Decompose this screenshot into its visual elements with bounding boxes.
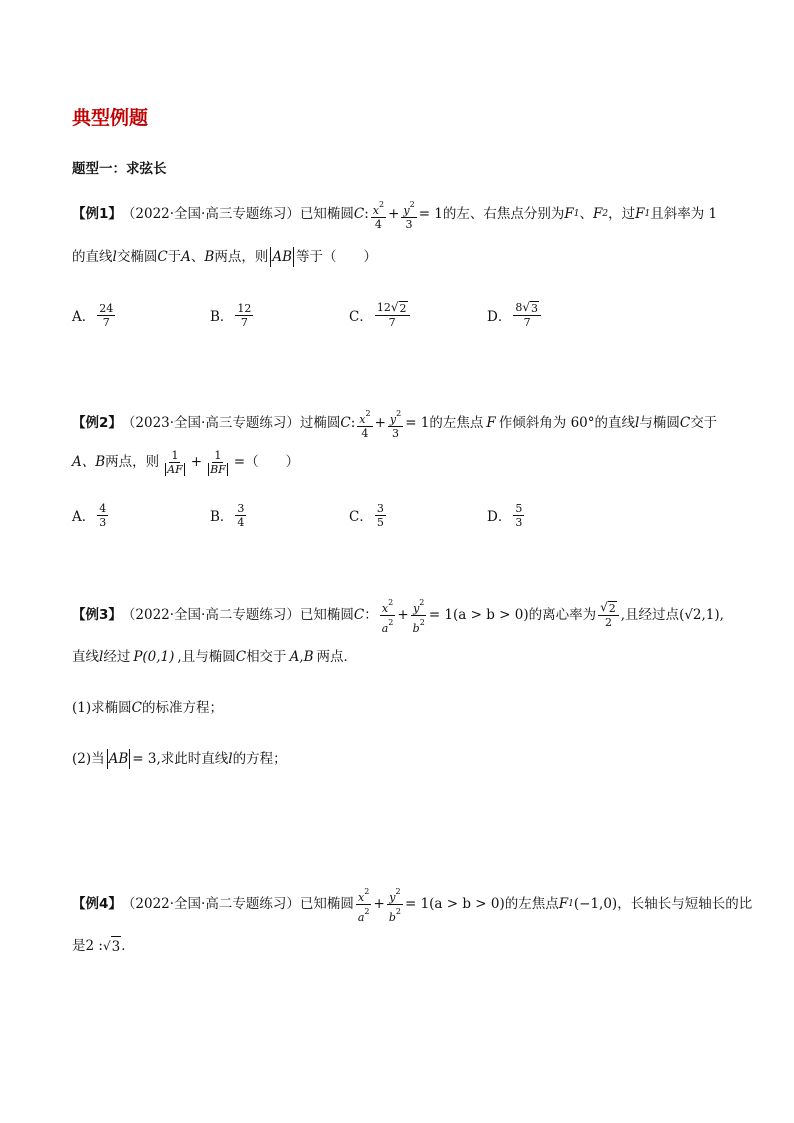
- ellipse-name: C: [340, 415, 351, 431]
- section-title: 题型一：求弦长: [72, 161, 167, 177]
- text: 两点，则: [214, 249, 269, 265]
- example-2-tag: 【例2】: [72, 415, 122, 431]
- ellipse-name: C: [353, 607, 365, 623]
- condition: = 1(a > b > 0): [404, 896, 505, 912]
- text: 且斜率为 1: [650, 206, 718, 222]
- example-3-question-2: (2)当 AB = 3,求此时直线 l 的方程；: [72, 751, 287, 767]
- fraction-y2-b2: $\frac{y^2}{b^2}$: [388, 886, 401, 924]
- condition: = 1(a > b > 0): [428, 607, 529, 623]
- text: ，过: [608, 206, 636, 222]
- focus-f1: F 1: [564, 206, 580, 222]
- example-1-tag: 【例1】: [72, 206, 122, 222]
- example-2-line-2: [72, 440, 299, 484]
- example-1-option-b: B． $\frac{12}{7}$: [210, 301, 252, 329]
- points-ab: A,B: [289, 649, 314, 665]
- example-2-option-a: A． $\frac{4}{3}$: [72, 501, 107, 529]
- fraction-x2-a2: $\frac{x^2}{a^2}$: [381, 597, 394, 635]
- text: 两点．: [316, 649, 358, 665]
- colon: :: [350, 415, 356, 431]
- example-1-source: （2022·全国·高三专题练习）已知椭圆: [121, 206, 354, 222]
- example-2-source: （2023·全国·高三专题练习）过椭圆: [121, 415, 341, 431]
- plus-sign: +: [374, 415, 386, 431]
- text: ,且经过点: [620, 607, 680, 623]
- fraction-x2-4: $\frac{x^2}{4}$: [372, 199, 385, 231]
- text: 于: [167, 249, 182, 265]
- point-a: A: [181, 249, 191, 265]
- text: =（ ）: [233, 454, 300, 470]
- ellipse-name: C: [353, 206, 365, 222]
- point-coordinates: (√2,1): [679, 607, 720, 623]
- focus-f1-ref: F 1: [635, 206, 651, 222]
- line-l: l: [635, 415, 640, 431]
- fraction-y2-3: $\frac{y^2}{3}$: [403, 199, 415, 231]
- example-3-question-1: (1)求椭圆 C 的标准方程；: [72, 700, 223, 716]
- fraction-1-af: $\frac{1}{AF}$: [167, 448, 183, 476]
- text: 交椭圆: [116, 249, 158, 265]
- example-3-tag: 【例3】: [72, 607, 122, 623]
- example-2-line-1: [72, 403, 717, 443]
- example-2-option-d: D． $\frac{5}{3}$: [487, 501, 523, 529]
- example-3-line-2: [72, 637, 357, 677]
- plus-sign: +: [388, 206, 400, 222]
- focus-f2: F 2: [593, 206, 609, 222]
- point-p: P(0,1): [133, 649, 175, 665]
- eccentricity-fraction: √ 2 2: [598, 601, 619, 629]
- separator: 、: [579, 206, 594, 222]
- text: 与椭圆: [639, 415, 680, 431]
- text: 的左、右焦点分别为: [442, 206, 565, 222]
- text: 的左焦点: [429, 415, 484, 431]
- fraction-y2-3: $\frac{y^2}{3}$: [389, 408, 402, 440]
- text: 的左焦点: [504, 896, 559, 912]
- example-4-source: （2022·全国·高二专题练习）已知椭圆: [121, 896, 354, 912]
- example-3-line-1: 【例3】 （2022·全国·高二专题练习）已知椭圆 C ： $\frac{x^2}{a^2}$ + $\frac{y^2}{b^2}$ = 1(a > b > 0) 的离心率为 √ 2 2 ,且经过点 (√2,1) ,: [72, 597, 724, 635]
- focus-coordinates: (−1,0): [573, 896, 618, 912]
- fraction-x2-a2: $\frac{x^2}{a^2}$: [357, 886, 370, 924]
- text: 直线: [72, 649, 99, 665]
- ellipse-name: C: [235, 649, 247, 665]
- plus-sign: +: [190, 454, 203, 470]
- page-heading: 典型例题: [72, 107, 149, 129]
- example-3-source: （2022·全国·高二专题练习）已知椭圆: [121, 607, 354, 623]
- fraction-1-bf: $\frac{1}{BF}$: [210, 448, 226, 476]
- plus-sign: +: [373, 896, 385, 912]
- line-l: l: [99, 649, 104, 665]
- example-1-line-1: [72, 194, 717, 234]
- text: 相交于: [246, 649, 287, 665]
- text: 交于: [690, 415, 718, 431]
- equals-one: = 1: [418, 206, 443, 222]
- colon: :: [364, 206, 369, 222]
- example-4-line-2: 是 2 : √ 3 ．: [72, 926, 135, 966]
- example-2-option-c: C． $\frac{3}{5}$: [349, 501, 384, 529]
- equals-one: = 1: [405, 415, 430, 431]
- text: 两点，则: [105, 454, 160, 470]
- text: ,且与椭圆: [177, 649, 236, 665]
- ellipse-name: C: [679, 415, 691, 431]
- example-1-option-a: A． $\frac{24}{7}$: [72, 301, 114, 329]
- fraction-y2-b2: $\frac{y^2}{b^2}$: [412, 597, 425, 635]
- fraction-x2-4: $\frac{x^2}{4}$: [359, 408, 371, 440]
- plus-sign: +: [397, 607, 409, 623]
- text: 的直线: [72, 249, 113, 265]
- text: 作倾斜角为 60°的直线: [498, 415, 636, 431]
- point-b: B: [204, 249, 215, 265]
- text: ，长轴长与短轴长的比: [617, 896, 753, 912]
- ellipse-name: C: [157, 249, 168, 265]
- abs-ab: AB: [272, 249, 293, 265]
- colon: ：: [364, 607, 378, 623]
- text: 等于（ ）: [296, 249, 378, 265]
- example-2-option-b: B． $\frac{3}{4}$: [210, 501, 245, 529]
- text: 经过: [103, 649, 131, 665]
- example-4-tag: 【例4】: [72, 896, 122, 912]
- example-1-option-c: C． 12 √ 2 7: [349, 295, 412, 335]
- focus-f1: F 1: [558, 896, 574, 912]
- example-1-line-2: [72, 237, 377, 277]
- example-4-line-1: [72, 884, 752, 924]
- focus-f: F: [486, 415, 496, 431]
- separator: 、: [190, 249, 205, 265]
- example-1-option-d: D． 8 √ 3 7: [487, 295, 543, 335]
- line-l: l: [112, 249, 117, 265]
- points-ab: A、B: [72, 454, 106, 470]
- text: 的离心率为: [528, 607, 597, 623]
